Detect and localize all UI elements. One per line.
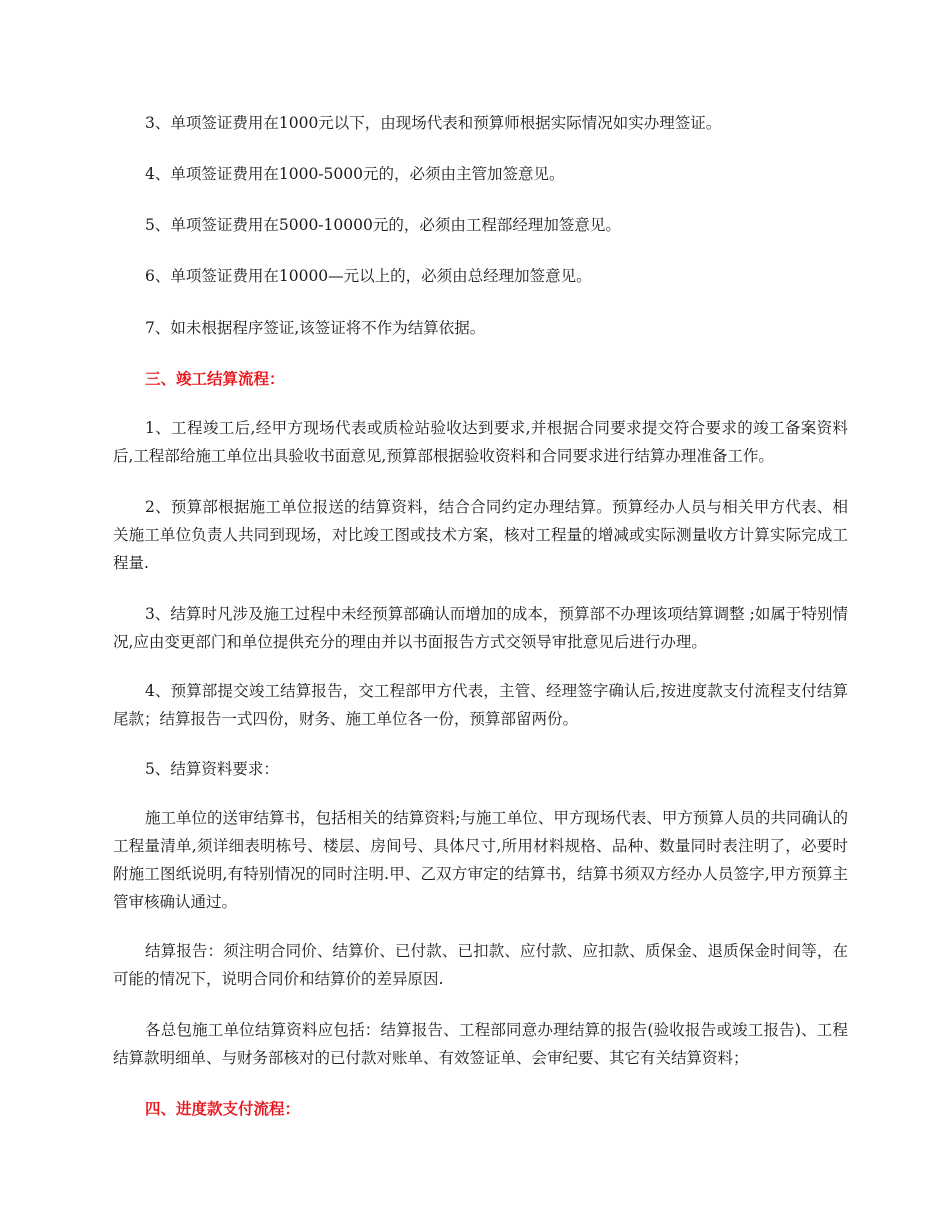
clause-7: 7、如未根据程序签证,该签证将不作为结算依据。: [145, 319, 486, 337]
settlement-paragraph-8: 各总包施工单位结算资料应包括：结算报告、工程部同意办理结算的报告(验收报告或竣工报告)、工程结算款明细单、与财务部核对的已付款对账单、有效签证单、会审纪要、其它有关结算资料；: [113, 1021, 848, 1067]
settlement-paragraph-6: 施工单位的送审结算书，包括相关的结算资料;与施工单位、甲方现场代表、甲方预算人员的共同确认的工程量清单,须详细表明栋号、楼层、房间号、具体尺寸,所用材料规格、品种、数量同时表注明了，必要时附施工图纸说明,有特别情况的同时注明.甲、乙双方审定的结算书，结算书须双方经办人员签字,甲方预算主管审核确认通过。: [113, 809, 848, 911]
settlement-paragraph-4: 4、预算部提交竣工结算报告，交工程部甲方代表，主管、经理签字确认后,按进度款支付流程支付结算尾款；结算报告一式四份，财务、施工单位各一份，预算部留两份。: [113, 682, 848, 728]
clause-5: 5、单项签证费用在5000-10000元的，必须由工程部经理加签意见。: [145, 216, 621, 234]
settlement-paragraph-7: 结算报告：须注明合同价、结算价、已付款、已扣款、应付款、应扣款、质保金、退质保金时间等，在可能的情况下，说明合同价和结算价的差异原因.: [113, 942, 848, 988]
settlement-paragraph-5: 5、结算资料要求：: [145, 760, 279, 778]
clause-6: 6、单项签证费用在10000—元以上的，必须由总经理加签意见。: [145, 267, 592, 285]
section-heading-progress-payment: 四、进度款支付流程：: [145, 1100, 301, 1118]
settlement-paragraph-3: 3、结算时凡涉及施工过程中未经预算部确认而增加的成本，预算部不办理该项结算调整 ;如属于特别情况,应由变更部门和单位提供充分的理由并以书面报告方式交领导审批意见后进行办理。: [113, 605, 848, 651]
settlement-paragraph-2: 2、预算部根据施工单位报送的结算资料，结合合同约定办理结算。预算经办人员与相关甲方代表、相关施工单位负责人共同到现场，对比竣工图或技术方案，核对工程量的增减或实际测量收方计算实际完成工程量.: [113, 498, 848, 572]
clause-4: 4、单项签证费用在1000-5000元的，必须由主管加签意见。: [145, 165, 565, 183]
settlement-paragraph-1: 1、工程竣工后,经甲方现场代表或质检站验收达到要求,并根据合同要求提交符合要求的竣工备案资料后,工程部给施工单位出具验收书面意见,预算部根据验收资料和合同要求进行结算办理准备工作。: [113, 419, 848, 465]
clause-3: 3、单项签证费用在1000元以下，由现场代表和预算师根据实际情况如实办理签证。: [145, 114, 722, 132]
section-heading-settlement: 三、竣工结算流程：: [145, 370, 285, 388]
